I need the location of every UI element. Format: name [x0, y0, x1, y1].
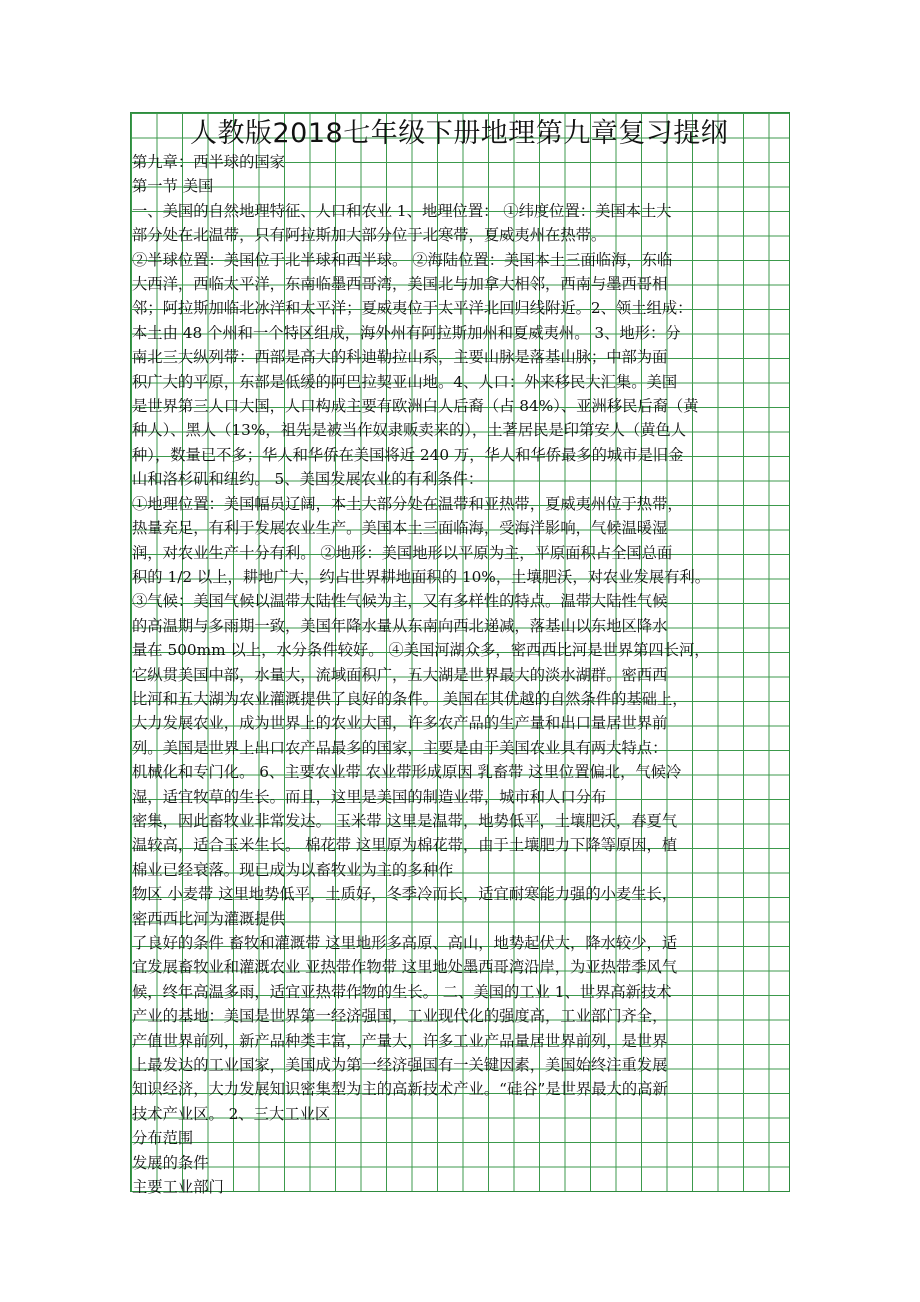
text-line: 宜发展畜牧业和灌溉农业 亚热带作物带 这里地处墨西哥湾沿岸，为亚热带季风气	[132, 958, 678, 977]
text-line: 大力发展农业，成为世界上的农业大国，许多农产品的生产量和出口量居世界前	[132, 714, 668, 733]
text-line: 比河和五大湖为农业灌溉提供了良好的条件。 美国在其优越的自然条件的基础上，	[132, 689, 688, 708]
document-body	[132, 150, 786, 1199]
text-line: 知识经济，大力发展知识密集型为主的高新技术产业。“硅谷”是世界最大的高新	[132, 1080, 668, 1099]
text-line: 是世界第三人口大国，人口构成主要有欧洲白人后裔（占 84%）、亚洲移民后裔（黄	[132, 397, 699, 416]
text-line: 种），数量已不多；华人和华侨在美国将近 240 万，华人和华侨最多的城市是旧金	[132, 445, 684, 464]
text-line: ②半球位置：美国位于北半球和西半球。 ②海陆位置：美国本土三面临海，东临	[132, 250, 673, 269]
text-line: 部分处在北温带，只有阿拉斯加大部分位于北寒带，夏威夷州在热带。	[132, 226, 607, 245]
text-line: 产业的基地：美国是世界第一经济强国，工业现代化的强度高，工业部门齐全，	[132, 1007, 668, 1026]
text-line: 了良好的条件 畜牧和灌溉带 这里地形多高原、高山，地势起伏大，降水较少，适	[132, 934, 678, 952]
text-line: 种人）、黑人（13%，祖先是被当作奴隶贩卖来的），土著居民是印第安人（黄色人	[132, 421, 687, 440]
text-line: 积广大的平原，东部是低缓的阿巴拉契亚山地。4、人口：外来移民大汇集。美国	[132, 372, 678, 391]
text-line: 主要工业部门	[132, 1178, 224, 1197]
text-line: 上最发达的工业国家，美国成为第一经济强国有一关键因素，美国始终注重发展	[132, 1056, 668, 1075]
text-line: 的高温期与多雨期一致，美国年降水量从东南向西北递减，落基山以东地区降水	[132, 616, 668, 635]
text-line: 列。美国是世界上出口农产品最多的国家，主要是由于美国农业具有两大特点：	[132, 738, 668, 757]
text-line: 机械化和专门化。 6、主要农业带 农业带形成原因 乳畜带 这里位置偏北，气候冷	[132, 763, 682, 782]
text-line: 温较高，适合玉米生长。 棉花带 这里原为棉花带，由于土壤肥力下降等原因，植	[132, 836, 678, 855]
text-line: 第一节 美国	[132, 177, 214, 196]
text-line: 棉业已经衰落。现已成为以畜牧业为主的多种作	[132, 860, 454, 879]
text-line: 密集，因此畜牧业非常发达。 玉米带 这里是温带，地势低平，土壤肥沃，春夏气	[132, 811, 678, 830]
text-line: 南北三大纵列带：西部是高大的科迪勒拉山系，主要山脉是落基山脉；中部为面	[132, 348, 668, 367]
text-line: 山和洛杉矶和纽约。 5、美国发展农业的有利条件：	[132, 470, 484, 489]
document-title: 人教版2018七年级下册地理第九章复习提纲	[190, 118, 729, 149]
text-line: 积的 1/2 以上，耕地广大，约占世界耕地面积的 10%，土壤肥沃，对农业发展有利。	[132, 567, 711, 586]
text-line: 大西洋，西临太平洋，东南临墨西哥湾，美国北与加拿大相邻，西南与墨西哥相	[132, 275, 668, 294]
text-line: 第九章：西半球的国家	[132, 153, 285, 171]
text-line: 技术产业区。 2、三大工业区	[132, 1104, 331, 1123]
text-line: 产值世界前列，新产品种类丰富，产量大，许多工业产品量居世界前列，是世界	[132, 1031, 668, 1050]
text-line: 发展的条件	[132, 1153, 209, 1172]
text-line: 本土由 48 个州和一个特区组成，海外州有阿拉斯加州和夏威夷州。 3、地形：分	[132, 323, 681, 342]
text-line: 量在 500mm 以上，水分条件较好。 ④美国河湖众多，密西西比河是世界第四长河，	[132, 641, 710, 660]
text-line: 密西西比河为灌溉提供	[132, 909, 285, 928]
text-line: 湿，适宜牧草的生长。而且，这里是美国的制造业带，城市和人口分布	[132, 787, 607, 806]
text-line: 热量充足，有利于发展农业生产。美国本土三面临海，受海洋影响，气候温暖湿	[132, 519, 668, 538]
text-line: 分布范围	[132, 1129, 194, 1148]
text-line: 邻；阿拉斯加临北冰洋和太平洋；夏威夷位于太平洋北回归线附近。2、领土组成：	[132, 299, 693, 318]
text-line: 它纵贯美国中部，水量大，流域面积广，五大湖是世界最大的淡水湖群。密西西	[132, 665, 668, 684]
text-line: ③气候：美国气候以温带大陆性气候为主，又有多样性的特点。温带大陆性气候	[132, 592, 668, 611]
text-line: 候，终年高温多雨，适宜亚热带作物的生长。 二、美国的工业 1、世界高新技术	[132, 982, 672, 1001]
text-line: 一、美国的自然地理特征、人口和农业 1、地理位置： ①纬度位置：美国本土大	[132, 201, 672, 220]
text-line: 物区 小麦带 这里地势低平，土质好，冬季冷而长，适宜耐寒能力强的小麦生长，	[132, 885, 678, 904]
text-line: ①地理位置：美国幅员辽阔，本土大部分处在温带和亚热带，夏威夷州位于热带，	[132, 494, 683, 513]
text-line: 润，对农业生产十分有利。 ②地形：美国地形以平原为主，平原面积占全国总面	[132, 543, 673, 562]
